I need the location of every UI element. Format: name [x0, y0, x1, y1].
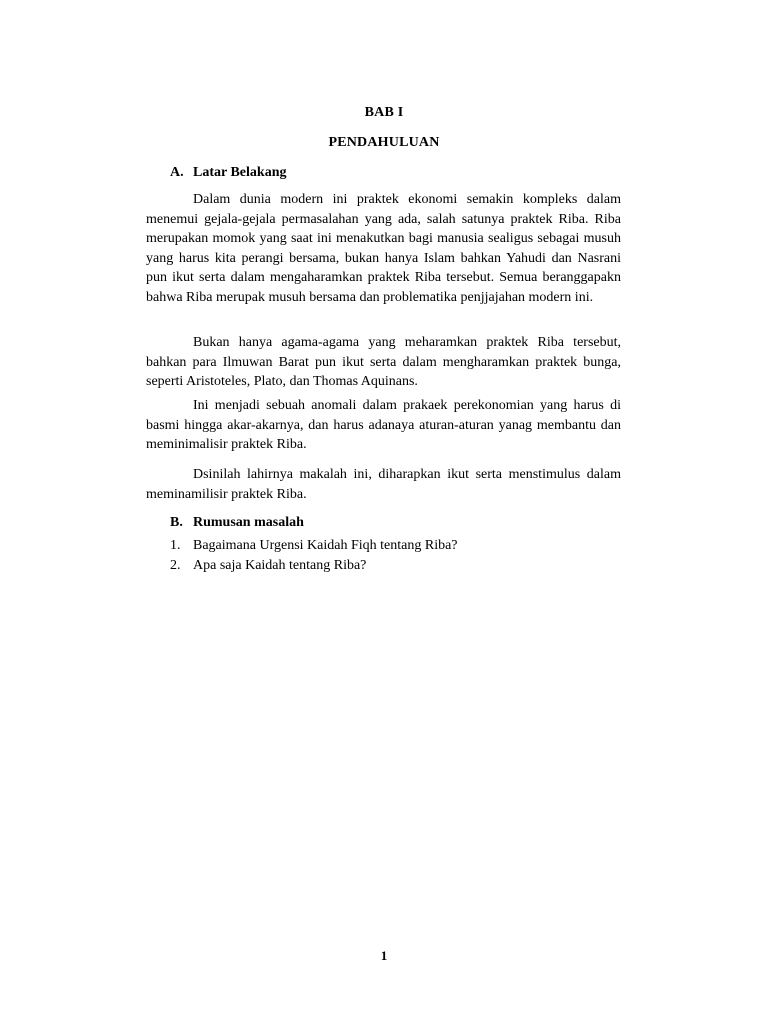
section-b-heading: [170, 515, 304, 531]
list-item: [170, 536, 458, 556]
section-b-marker: B.: [170, 515, 183, 530]
chapter-title: PENDAHULUAN: [328, 135, 440, 150]
list-item-text: Bagaimana Urgensi Kaidah Fiqh tentang Riba?: [193, 538, 458, 553]
problem-list: [170, 536, 458, 576]
list-item-text: Apa saja Kaidah tentang Riba?: [193, 558, 367, 573]
list-item: [170, 556, 458, 576]
page-number: 1: [380, 948, 388, 963]
chapter-number: BAB I: [364, 105, 404, 120]
section-a-heading: [170, 165, 286, 181]
paragraph-3: Ini menjadi sebuah anomali dalam prakaek perekonomian yang harus di basmi hingga akar-akarnya, dan harus adanaya aturan-aturan yanag membantu dan meminimalisir praktek Riba.: [146, 398, 621, 453]
section-a-marker: A.: [170, 165, 184, 180]
paragraph-1: Dalam dunia modern ini praktek ekonomi semakin kompleks dalam menemui gejala-gejala permasalahan yang ada, salah satunya praktek Riba. Riba merupakan momok yang saat ini menakutkan bagi manusia sealigus sebagai musuh yang harus kita perangi bersama, bukan hanya Islam bahkan Yahudi dan Nasrani pun ikut serta dalam mengaharamkan praktek Riba tersebut. Semua beranggapakn bahwa Riba merupak musuh bersama dan problematika penjjajahan modern ini.: [146, 192, 621, 305]
list-item-number: 2.: [170, 558, 181, 573]
paragraph-4: Dsinilah lahirnya makalah ini, diharapkan ikut serta menstimulus dalam meminamilisir praktek Riba.: [146, 467, 621, 502]
section-a-title: Latar Belakang: [193, 165, 287, 180]
section-b-title: Rumusan masalah: [193, 515, 304, 530]
paragraph-2: Bukan hanya agama-agama yang meharamkan praktek Riba tersebut, bahkan para Ilmuwan Barat pun ikut serta dalam mengharamkan praktek bunga, seperti Aristoteles, Plato, dan Thomas Aquinans.: [146, 335, 621, 390]
list-item-number: 1.: [170, 538, 181, 553]
